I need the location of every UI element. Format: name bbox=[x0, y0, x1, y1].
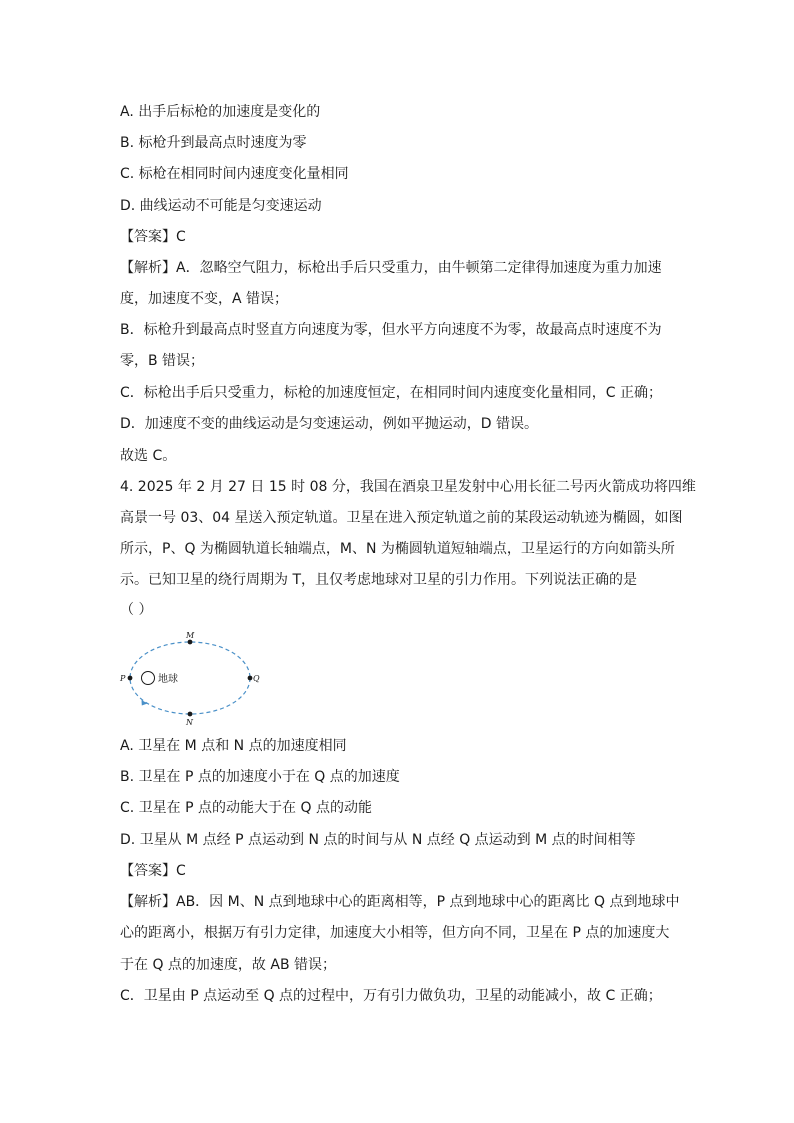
orbit-diagram bbox=[118, 628, 268, 728]
q3-option-a: A. 出手后标枪的加速度是变化的 bbox=[120, 104, 321, 120]
point-q-label: Q bbox=[253, 674, 260, 683]
q3-analysis-line: C．标枪出手后只受重力，标枪的加速度恒定，在相同时间内速度变化量相同，C 正确； bbox=[120, 385, 662, 401]
q4-option-a: A. 卫星在 M 点和 N 点的加速度相同 bbox=[120, 738, 347, 754]
q3-analysis-line: 【解析】A．忽略空气阻力，标枪出手后只受重力，由牛顿第二定律得加速度为重力加速 bbox=[120, 260, 662, 276]
point-q-dot bbox=[248, 676, 253, 681]
q4-answer: 【答案】C bbox=[120, 863, 186, 879]
q4-analysis-line: 于在 Q 点的加速度，故 AB 错误； bbox=[120, 957, 337, 973]
q4-option-c: C. 卫星在 P 点的动能大于在 Q 点的动能 bbox=[120, 800, 372, 816]
point-m-label: M bbox=[186, 631, 195, 640]
earth-label: 地球 bbox=[158, 674, 178, 685]
point-p-label: P bbox=[120, 674, 126, 683]
point-n-dot bbox=[188, 712, 193, 717]
q4-option-d: D. 卫星从 M 点经 P 点运动到 N 点的时间与从 N 点经 Q 点运动到 M 点的时间相等 bbox=[120, 832, 636, 848]
q4-stem-line: 高景一号 03、04 星送入预定轨道。卫星在进入预定轨道之前的某段运动轨迹为椭圆，如图 bbox=[120, 510, 683, 526]
q3-analysis-line: 零，B 错误； bbox=[120, 353, 205, 369]
q4-stem-line: 4. 2025 年 2 月 27 日 15 时 08 分，我国在酒泉卫星发射中心用长征二号丙火箭成功将四维 bbox=[120, 479, 696, 495]
q3-option-b: B. 标枪升到最高点时速度为零 bbox=[120, 135, 307, 151]
q3-option-d: D. 曲线运动不可能是匀变速运动 bbox=[120, 198, 322, 214]
point-m-dot bbox=[188, 640, 193, 645]
q3-answer: 【答案】C bbox=[120, 229, 186, 245]
q3-conclusion: 故选 C。 bbox=[120, 448, 177, 464]
q4-stem-line: 所示，P、Q 为椭圆轨道长轴端点，M、N 为椭圆轨道短轴端点，卫星运行的方向如箭头所 bbox=[120, 541, 675, 557]
q3-option-c: C. 标枪在相同时间内速度变化量相同 bbox=[120, 166, 349, 182]
q4-stem-bracket: （ ） bbox=[120, 602, 153, 618]
q3-analysis-line: D．加速度不变的曲线运动是匀变速运动，例如平抛运动，D 错误。 bbox=[120, 416, 539, 432]
q4-analysis-line: 心的距离小，根据万有引力定律，加速度大小相等，但方向不同，卫星在 P 点的加速度大 bbox=[120, 925, 670, 941]
point-n-label: N bbox=[186, 718, 193, 727]
q3-analysis-line: B．标枪升到最高点时竖直方向速度为零，但水平方向速度不为零，故最高点时速度不为 bbox=[120, 322, 662, 338]
q4-option-b: B. 卫星在 P 点的加速度小于在 Q 点的加速度 bbox=[120, 769, 400, 785]
q4-analysis-line: C．卫星由 P 点运动至 Q 点的过程中，万有引力做负功，卫星的动能减小，故 C 正确； bbox=[120, 988, 662, 1004]
earth-circle bbox=[142, 672, 155, 685]
point-p-dot bbox=[128, 676, 133, 681]
q3-analysis-line: 度，加速度不变，A 错误； bbox=[120, 291, 289, 307]
q4-analysis-line: 【解析】AB．因 M、N 点到地球中心的距离相等，P 点到地球中心的距离比 Q 点到地球中 bbox=[120, 894, 680, 910]
q4-stem-line: 示。已知卫星的绕行周期为 T，且仅考虑地球对卫星的引力作用。下列说法正确的是 bbox=[120, 572, 637, 588]
